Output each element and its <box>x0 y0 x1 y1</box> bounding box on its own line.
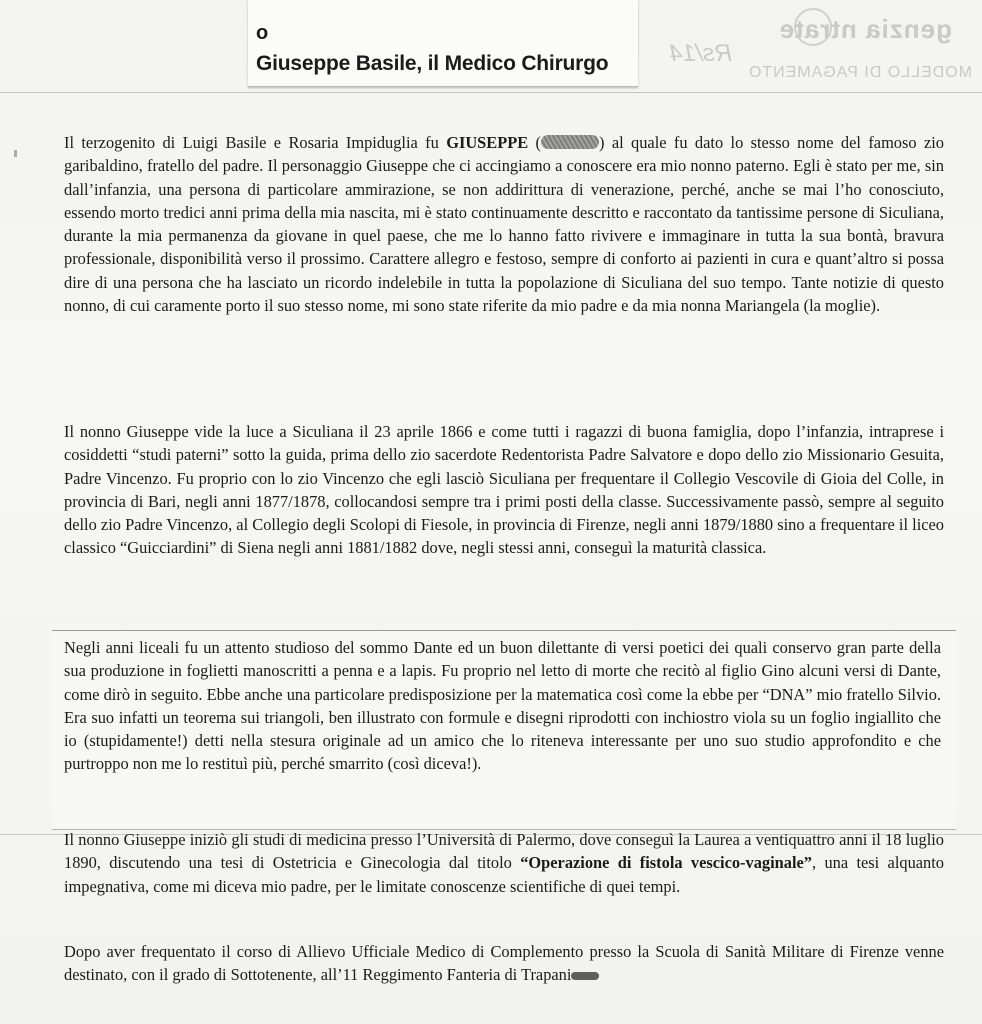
paragraph-2 <box>64 420 944 560</box>
text-segment: Dopo aver frequentato il corso di Allievo Ufficiale Medico di Complemento presso la Scuola di Sanità Militare di Firenze venne destinato, con il grado di Sottotenente, all’11 Reggimento Fanteria di Trapani <box>64 942 944 985</box>
text-segment: Il terzogenito di Luigi Basile e Rosaria Impiduglia fu <box>64 133 447 152</box>
redacted-scribble <box>571 972 599 980</box>
text-segment: , una tesi alquanto impegnativa, come mi diceva mio padre, per le limitate conoscenze scientifiche di quei tempi. <box>64 853 944 896</box>
paragraph-3 <box>64 636 941 776</box>
redacted-scribble <box>541 135 599 149</box>
bold-text: GIUSEPPE <box>446 133 529 152</box>
text-segment: Il nonno Giuseppe iniziò gli studi di medicina presso l’Università di Palermo, dove conseguì la Laurea a ventiquattro anni il 18 luglio 1890, discutendo una tesi di Ostetricia e Ginecologia dal titolo <box>64 830 944 873</box>
paragraph-1 <box>64 131 944 317</box>
bold-text: “Operazione di fistola vescico-vaginale” <box>520 853 812 873</box>
paragraph-4 <box>64 828 944 898</box>
text-segment: ) al quale fu dato lo stesso nome del famoso zio garibaldino, fratello del padre. Il personaggio Giuseppe che ci accingiamo a conoscere era mio nonno paterno. Egli è stato per me, sin dall’infanzia, una persona di particolare ammirazione, se non addirittura di venerazione, perché, anche se mai l’ho conosciuto, essendo morto tredici anni prima della mia nascita, mi è stato continuamente descritto e raccontato da tantissime persone di Siculiana, durante la mia permanenza da giovane in quel paese, che me lo hanno fatto rivivere e immaginare in tutta la sua bontà, bravura professionale, disponibilità verso il prossimo. Carattere allegro e festoso, sempre di conforto ai pazienti in cura e quant’altro si possa dire di una persona che ha lasciato un ricordo indelebile in tutta la popolazione di Siculiana del suo tempo. Tante notizie di questo nonno, di cui caramente porto il suo stesso nome, mi sono state riferite da mio padre e da mia nonna Mariangela (la moglie). <box>64 133 944 316</box>
page-title: Giuseppe Basile, il Medico Chirurgo <box>256 52 609 75</box>
ghost-brand: genzia ntrate <box>778 14 952 44</box>
text-segment: Il nonno Giuseppe vide la luce a Siculiana il 23 aprile 1866 e come tutti i ragazzi di buona famiglia, dopo l’infanzia, intraprese i cosiddetti “studi paterni” sotto la guida, prima dello zio sacerdote Redentorista Padre Salvatore e dopo dello zio Missionario Gesuita, Padre Vincenzo. Fu proprio con lo zio Vincenzo che egli lasciò Siculiana per frequentare il Collegio Vescovile di Gioia del Colle, in provincia di Bari, negli anni 1877/1878, collocandosi sempre tra i primi posti della classe. Successivamente passò, sempre al seguito dello zio Padre Vincenzo, al Collegio degli Scolopi di Fiesole, in provincia di Firenze, negli anni 1879/1880 sino a frequentare il liceo classico “Guicciardini” di Siena negli anni 1881/1882 dove, negli stessi anni, conseguì la maturità classica. <box>64 422 944 558</box>
bleed-through-header <box>650 0 982 90</box>
paragraph-5 <box>64 940 944 987</box>
margin-mark <box>14 150 17 157</box>
top-divider <box>0 92 982 93</box>
ghost-handwriting: Rs/14 <box>669 40 732 67</box>
text-segment: Negli anni liceali fu un attento studioso del sommo Dante ed un buon dilettante di versi poetici dei quali conservo gran parte della sua produzione in foglietti manoscritti a penna e a lapis. Fu proprio nel letto di morte che recitò al figlio Gino alcuni versi di Dante, come dirò in seguito. Ebbe anche una particolare predisposizione per la matematica così come la ebbe per “DNA” mio fratello Silvio. Era suo infatti un teorema sui triangoli, ben illustrato con formule e disegni riprodotti con inchiostro viola su un foglio ingiallito che io (stupidamente!) detti nella stesura originale ad un amico che lo riteneva interessante per uno suo studio approfondito e che purtroppo non me lo restituì più, perché smarrito (così diceva!). <box>64 638 941 774</box>
ghost-subtitle: MODELLO DI PAGAMENTO <box>748 64 972 81</box>
title-letter: o <box>256 22 269 44</box>
text-segment: ( <box>528 133 542 152</box>
